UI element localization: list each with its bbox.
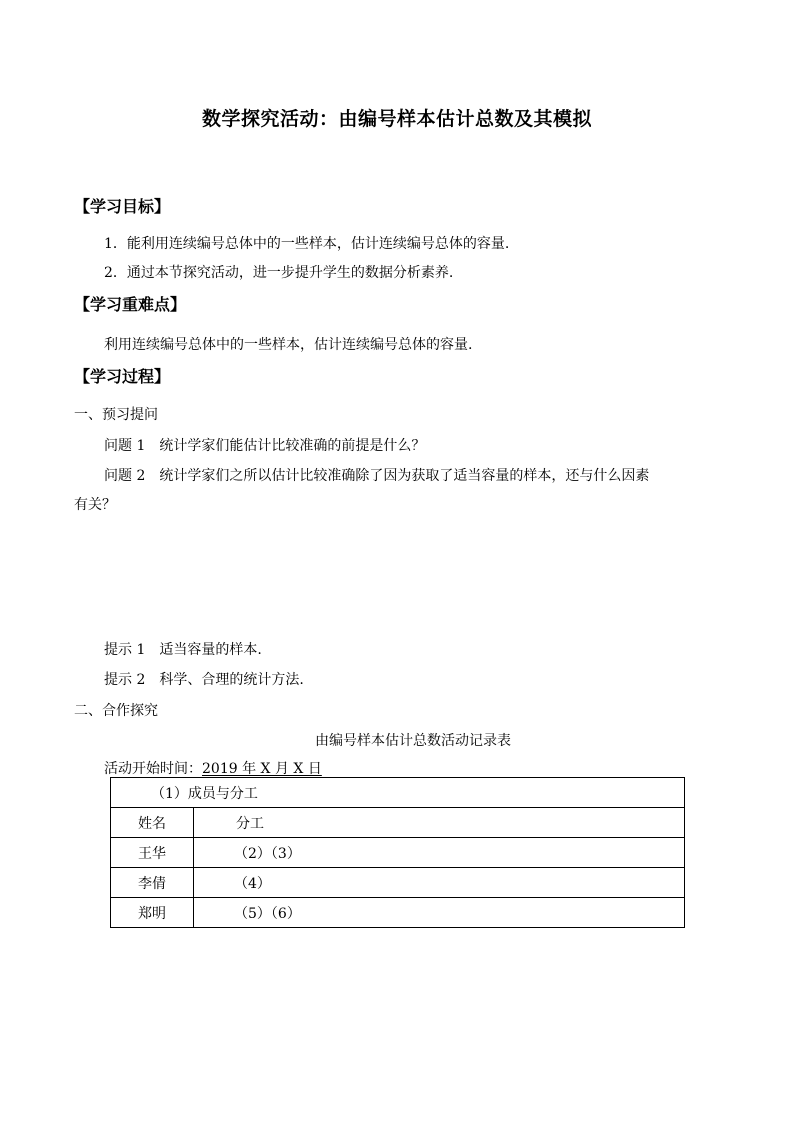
member-role: （5）（6）: [194, 898, 685, 928]
process-heading: 【学习过程】: [74, 367, 171, 386]
table-row: [111, 838, 685, 868]
record-table-title: 由编号样本估计总数活动记录表: [315, 733, 511, 749]
goal-item-1: 1．能利用连续编号总体中的一些样本，估计连续编号总体的容量.: [104, 236, 510, 252]
question-2-line-1: 问题 2 统计学家们之所以估计比较准确除了因为获取了适当容量的样本，还与什么因素: [104, 468, 650, 484]
goal-item-2: 2．通过本节探究活动，进一步提升学生的数据分析素养.: [104, 265, 454, 281]
member-role: （4）: [194, 868, 685, 898]
member-name: 王华: [111, 838, 194, 868]
hint-1: 提示 1 适当容量的样本.: [104, 642, 262, 658]
record-table: [110, 777, 685, 928]
question-1: 问题 1 统计学家们能估计比较准确的前提是什么？: [104, 438, 426, 454]
column-header-role: 分工: [194, 808, 685, 838]
goals-heading: 【学习目标】: [74, 197, 171, 216]
table-section-row: [111, 778, 685, 808]
member-name: 郑明: [111, 898, 194, 928]
key-points-heading: 【学习重难点】: [74, 295, 187, 314]
member-role: （2）（3）: [194, 838, 685, 868]
table-header-row: [111, 808, 685, 838]
question-2-line-2: 有关？: [74, 497, 116, 513]
table-row: [111, 898, 685, 928]
hint-2: 提示 2 科学、合理的统计方法.: [104, 672, 304, 688]
column-header-name: 姓名: [111, 808, 194, 838]
activity-start-time: [104, 758, 322, 778]
start-time-value: 2019 年 X 月 X 日: [202, 761, 322, 777]
member-name: 李倩: [111, 868, 194, 898]
page-title: 数学探究活动：由编号样本估计总数及其模拟: [201, 108, 592, 130]
part2-heading: 二、合作探究: [74, 703, 158, 719]
part1-heading: 一、预习提问: [74, 407, 158, 423]
table-section-label: （1）成员与分工: [111, 778, 685, 808]
start-time-label: 活动开始时间：: [104, 761, 202, 777]
table-row: [111, 868, 685, 898]
key-points-text: 利用连续编号总体中的一些样本，估计连续编号总体的容量.: [104, 337, 473, 353]
